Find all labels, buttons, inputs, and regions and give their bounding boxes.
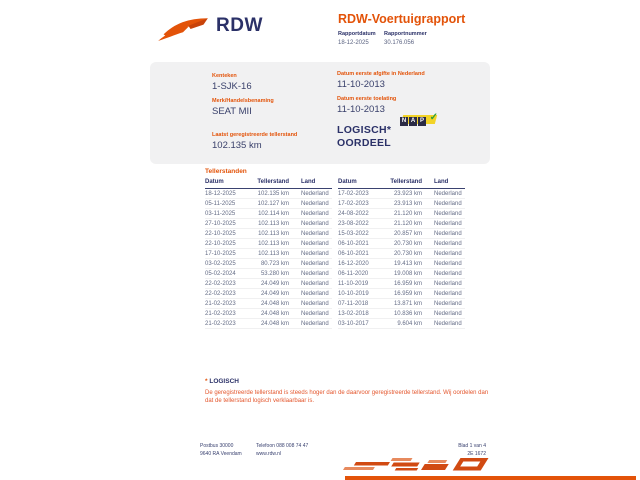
- cell-tellerstand: 102.114 km: [258, 210, 289, 217]
- table-header: [338, 179, 465, 189]
- page-title: RDW-Voertuigrapport: [338, 12, 466, 26]
- cell-datum: 05-11-2025: [205, 200, 236, 207]
- table-row: [338, 279, 465, 289]
- table-body: [205, 189, 332, 329]
- cell-datum: 17-02-2023: [338, 190, 369, 197]
- cell-land: Nederland: [434, 280, 462, 287]
- table-row: [338, 309, 465, 319]
- cell-land: Nederland: [301, 200, 329, 207]
- table-row: [338, 289, 465, 299]
- cell-datum: 17-10-2025: [205, 250, 236, 257]
- cell-tellerstand: 24.049 km: [260, 290, 289, 297]
- kenteken-label: Kenteken: [212, 73, 237, 79]
- cell-land: Nederland: [301, 220, 329, 227]
- footnote-text: De geregistreerde tellerstand is steeds hoger dan de daarvoor geregistreerde tellerstand. Wij oordelen dan dat de tellerstand logisch verklaarbaar is.: [205, 390, 489, 404]
- cell-tellerstand: 19.008 km: [393, 270, 422, 277]
- cell-land: Nederland: [434, 270, 462, 277]
- footer-address-line1: Postbus 30000: [200, 443, 234, 449]
- cell-tellerstand: 102.113 km: [258, 250, 289, 257]
- merk-label: Merk/Handelsbenaming: [212, 98, 274, 104]
- cell-land: Nederland: [434, 300, 462, 307]
- table-row: [338, 259, 465, 269]
- cell-datum: 06-10-2021: [338, 240, 369, 247]
- report-date-label: Rapportdatum: [338, 31, 376, 37]
- tellerstand-value: 102.135 km: [212, 140, 262, 151]
- col-header-tellerstand: Tellerstand: [257, 179, 289, 185]
- cell-land: Nederland: [434, 290, 462, 297]
- cell-tellerstand: 24.048 km: [260, 300, 289, 307]
- cell-tellerstand: 24.048 km: [260, 310, 289, 317]
- cell-datum: 22-10-2025: [205, 230, 236, 237]
- cell-tellerstand: 102.113 km: [258, 220, 289, 227]
- toelating-label: Datum eerste toelating: [337, 96, 397, 102]
- toelating-value: 11-10-2013: [337, 104, 385, 115]
- table-body: [338, 189, 465, 329]
- table-row: [338, 209, 465, 219]
- cell-datum: 22-02-2023: [205, 290, 236, 297]
- cell-datum: 16-12-2020: [338, 260, 369, 267]
- cell-datum: 15-03-2022: [338, 230, 369, 237]
- cell-tellerstand: 102.113 km: [258, 240, 289, 247]
- cell-tellerstand: 13.871 km: [393, 300, 422, 307]
- cell-land: Nederland: [301, 210, 329, 217]
- cell-tellerstand: 16.959 km: [393, 290, 422, 297]
- cell-tellerstand: 23.913 km: [393, 200, 422, 207]
- cell-tellerstand: 102.135 km: [257, 190, 289, 197]
- cell-land: Nederland: [434, 260, 462, 267]
- cell-datum: 03-11-2025: [205, 210, 236, 217]
- cell-datum: 18-12-2025: [205, 190, 236, 197]
- cell-datum: 06-10-2021: [338, 250, 369, 257]
- odometer-table-left: [205, 179, 332, 329]
- cell-datum: 21-02-2023: [205, 320, 236, 327]
- table-row: [205, 239, 332, 249]
- merk-value: SEAT MII: [212, 106, 252, 117]
- footnote-asterisk: *: [205, 378, 208, 385]
- footnote-heading: [205, 378, 497, 385]
- cell-datum: 03-02-2025: [205, 260, 236, 267]
- cell-datum: 13-02-2018: [338, 310, 369, 317]
- cell-tellerstand: 9.604 km: [397, 320, 422, 327]
- tellerstand-label: Laatst geregistreerde tellerstand: [212, 132, 298, 138]
- cell-tellerstand: 20.730 km: [393, 250, 422, 257]
- rdw-logo-text: RDW: [216, 15, 263, 36]
- cell-land: Nederland: [301, 190, 329, 197]
- nap-letter-p: P: [419, 118, 424, 124]
- cell-land: Nederland: [301, 270, 329, 277]
- nap-letter-a: A: [410, 118, 416, 124]
- oordeel-verdict: [337, 124, 425, 149]
- table-row: [205, 199, 332, 209]
- cell-datum: 10-10-2019: [338, 290, 369, 297]
- table-row: [205, 319, 332, 329]
- cell-datum: 21-02-2023: [205, 310, 236, 317]
- afgifte-label: Datum eerste afgifte in Nederland: [337, 71, 425, 77]
- cell-land: Nederland: [301, 280, 329, 287]
- footnote-heading-text: LOGISCH: [209, 378, 239, 385]
- rdw-logo: [156, 12, 263, 46]
- kenteken-value: 1-SJK-16: [212, 81, 252, 92]
- cell-land: Nederland: [434, 200, 462, 207]
- cell-tellerstand: 20.857 km: [393, 230, 422, 237]
- cell-land: Nederland: [301, 320, 329, 327]
- footer-page-number: Blad 1 van 4: [458, 443, 486, 449]
- table-row: [338, 229, 465, 239]
- table-row: [338, 299, 465, 309]
- cell-datum: 22-02-2023: [205, 280, 236, 287]
- cell-land: Nederland: [301, 250, 329, 257]
- cell-land: Nederland: [301, 240, 329, 247]
- cell-tellerstand: 102.127 km: [257, 200, 289, 207]
- table-row: [205, 289, 332, 299]
- table-row: [338, 269, 465, 279]
- table-row: [205, 309, 332, 319]
- cell-tellerstand: 24.048 km: [260, 320, 289, 327]
- table-header: [205, 179, 332, 189]
- cell-land: Nederland: [434, 250, 462, 257]
- col-header-datum: Datum: [338, 179, 357, 185]
- report-meta: [338, 31, 427, 46]
- cell-tellerstand: 23.923 km: [393, 190, 422, 197]
- footer-form-code: 2E 1672: [467, 451, 486, 457]
- footer-address-line2: 9640 RA Veendam: [200, 451, 242, 457]
- table-row: [205, 279, 332, 289]
- cell-datum: 06-11-2020: [338, 270, 369, 277]
- table-row: [205, 229, 332, 239]
- bottom-orange-bar: [345, 476, 636, 480]
- table-row: [338, 239, 465, 249]
- cell-land: Nederland: [434, 230, 462, 237]
- table-row: [338, 199, 465, 209]
- cell-land: Nederland: [434, 220, 462, 227]
- col-header-land: Land: [301, 179, 316, 185]
- oordeel-line2: OORDEEL: [337, 136, 392, 149]
- cell-land: Nederland: [434, 190, 462, 197]
- report-number-value: 30.176.056: [384, 40, 415, 46]
- table-row: [338, 219, 465, 229]
- report-number-label: Rapportnummer: [384, 31, 427, 37]
- rdw-eagle-icon: [156, 12, 210, 46]
- cell-tellerstand: 80.723 km: [260, 260, 289, 267]
- table-title: Tellerstanden: [205, 168, 247, 175]
- table-row: [338, 189, 465, 199]
- odometer-table-right: [338, 179, 465, 329]
- table-row: [205, 189, 332, 199]
- nap-logo: [400, 109, 438, 126]
- nap-check-icon: ✓: [429, 112, 438, 123]
- table-row: [338, 249, 465, 259]
- table-row: [205, 249, 332, 259]
- footer-phone: Telefoon 088 008 74 47: [256, 443, 309, 449]
- cell-datum: 03-10-2017: [338, 320, 369, 327]
- cell-datum: 22-10-2025: [205, 240, 236, 247]
- cell-tellerstand: 21.120 km: [393, 210, 422, 217]
- table-row: [205, 219, 332, 229]
- cell-datum: 27-10-2025: [205, 220, 236, 227]
- cell-tellerstand: 21.120 km: [393, 220, 422, 227]
- footer-website-link[interactable]: www.rdw.nl: [256, 451, 282, 457]
- col-header-land: Land: [434, 179, 449, 185]
- cell-land: Nederland: [434, 310, 462, 317]
- table-row: [205, 299, 332, 309]
- cell-land: Nederland: [434, 210, 462, 217]
- cell-land: Nederland: [301, 230, 329, 237]
- cell-datum: 07-11-2018: [338, 300, 369, 307]
- rdw-stripes-graphic: [333, 454, 495, 474]
- cell-datum: 24-08-2022: [338, 210, 369, 217]
- cell-land: Nederland: [301, 260, 329, 267]
- cell-datum: 21-02-2023: [205, 300, 236, 307]
- cell-datum: 11-10-2019: [338, 280, 369, 287]
- table-row: [205, 269, 332, 279]
- cell-tellerstand: 16.959 km: [393, 280, 422, 287]
- cell-land: Nederland: [434, 320, 462, 327]
- cell-land: Nederland: [301, 290, 329, 297]
- cell-land: Nederland: [434, 240, 462, 247]
- oordeel-line1: LOGISCH*: [337, 124, 392, 136]
- col-header-tellerstand: Tellerstand: [390, 179, 422, 185]
- cell-tellerstand: 20.730 km: [393, 240, 422, 247]
- cell-tellerstand: 53.280 km: [260, 270, 289, 277]
- table-row: [205, 259, 332, 269]
- report-date-value: 18-12-2025: [338, 40, 369, 46]
- cell-tellerstand: 19.413 km: [393, 260, 422, 267]
- cell-land: Nederland: [301, 310, 329, 317]
- col-header-datum: Datum: [205, 179, 224, 185]
- afgifte-value: 11-10-2013: [337, 79, 385, 90]
- cell-land: Nederland: [301, 300, 329, 307]
- table-row: [205, 209, 332, 219]
- cell-tellerstand: 10.836 km: [393, 310, 422, 317]
- logisch-footnote: [205, 378, 497, 405]
- vehicle-summary-box: [150, 62, 490, 164]
- table-row: [338, 319, 465, 329]
- cell-datum: 05-02-2024: [205, 270, 236, 277]
- nap-letter-n: N: [401, 118, 407, 124]
- cell-tellerstand: 102.113 km: [258, 230, 289, 237]
- cell-datum: 23-08-2022: [338, 220, 369, 227]
- cell-datum: 17-02-2023: [338, 200, 369, 207]
- cell-tellerstand: 24.049 km: [260, 280, 289, 287]
